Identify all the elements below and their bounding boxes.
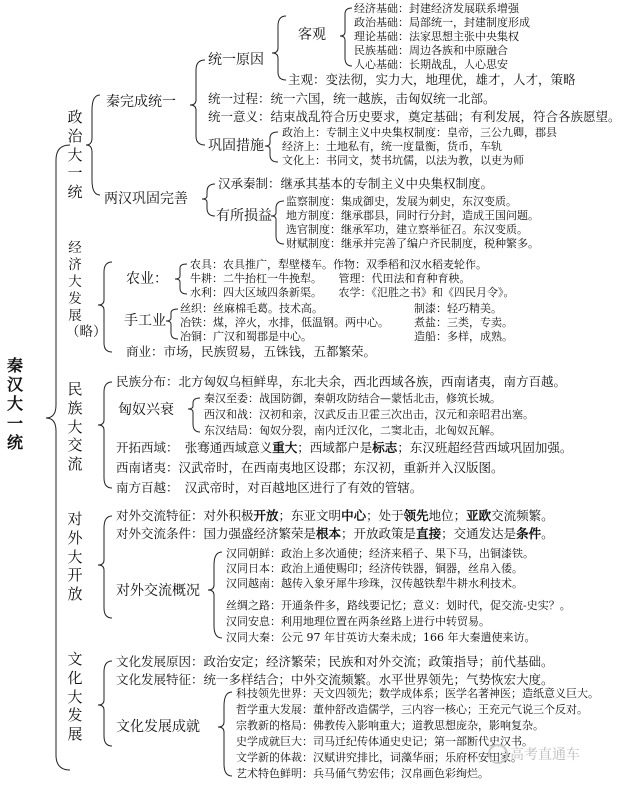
objective-label: 客观 (298, 27, 326, 43)
section-culture-title: 文化大发展 (67, 650, 83, 743)
qin-unification-label: 秦完成统一 (106, 94, 176, 110)
foreign-overview-label: 对外交流概况 (116, 583, 200, 599)
han-inherit-line: 汉承秦制：继承其基本的专制主义中央集权制度。 (218, 176, 494, 191)
unification-cause-label: 统一原因 (208, 52, 264, 68)
gain-loss-item: 监察制度：集成御史，发展为刺史，东汉变质。 (286, 195, 517, 208)
gain-loss-item: 地方制度：继承郡县，同时行分封，造成王国问题。 (286, 209, 539, 222)
section-ethnic-title: 民族大交流 (67, 380, 83, 473)
watermark-icon (488, 744, 508, 764)
foreign-item: 汉同越南：越传入象牙犀牛珍珠，汉传越铁犁牛耕水利技术。 (226, 577, 523, 590)
handicraft-item: 丝织：丝麻棉毛葛。技术高。 (180, 302, 323, 315)
commerce-line: 商业：市场，民族贸易，五铢钱，五都繁荣。 (126, 344, 377, 359)
south-yue-line: 南方百越： 汉武帝时，对百越地区进行了有效的管辖。 (116, 480, 423, 495)
measure-item: 经济上：土地私有，统一度量衡，货币，车轨 (282, 140, 502, 153)
section-economy-title: 经济大发展（略） (66, 240, 107, 341)
xiongnu-item: 西汉和战：汉初和亲，汉武反击卫霍三次出击，汉元和亲昭君出塞。 (204, 408, 534, 421)
foreign-item: 汉同日本：政治上通使赐印；经济传铁器，铜器，丝帛入倭。 (226, 562, 523, 575)
culture-reason-line: 文化发展原因：政治安定；经济繁荣；民族和对外交流；政策指导；前代基础。 (116, 654, 554, 669)
foreign-item: 汉同朝鲜：政治上多次通使；经济来稻子、果下马，出铜漆铁。 (226, 547, 534, 560)
culture-item: 文学新的体裁：汉赋讲究排比，词藻华丽；乐府杯安田家。 (236, 751, 522, 764)
agriculture-label: 农业： (126, 271, 168, 287)
handicraft-item: 冶铁：煤，淬火，水排，低温钢。两中心。 (180, 316, 389, 329)
agriculture-item: 农具：农具推广，犁壁楼车。作物：双季稻和汉水稻麦轮作。 (190, 258, 487, 271)
culture-item: 艺术特色鲜明：兵马俑气势宏伟；汉帛画色彩绚烂。 (236, 767, 489, 780)
handicraft-item: 造船：多样，成熟。 (414, 330, 513, 343)
culture-item: 科技领先世界：天文四领先；数学成体系；医学名著神医；造纸意义巨大。 (236, 687, 599, 700)
section-politics-title: 政治大一统 (67, 108, 83, 201)
ethnic-distribution-line: 民族分布：北方匈奴乌桓鲜卑，东北夫余，西北西域各族，西南诸夷，南方百越。 (116, 374, 567, 389)
gain-loss-label: 有所损益 (216, 208, 272, 224)
objective-item: 民族基础：周边各族和中原融合 (354, 44, 508, 57)
western-regions-line: 开拓西域： 张骞通西域意义重大；西域都户是标志；东汉班超经营西域巩固加强。 (116, 440, 573, 455)
subjective-line: 主观：变法彻，实力大，地理优，雄才，人才，策略 (288, 72, 576, 87)
objective-item: 理论基础：法家思想主张中央集权 (354, 30, 519, 43)
objective-item: 经济基础：封建经济发展联系增强 (354, 2, 519, 15)
culture-feature-line: 文化发展特征：统一多样结合；中外交流频繁。水平世界领先；气势恢宏大度。 (116, 672, 554, 687)
handicraft-item: 制漆：轻巧精美。 (414, 302, 502, 315)
section-foreign-title: 对外大开放 (67, 510, 83, 603)
root-title: 秦汉大一统 (6, 356, 23, 452)
handicraft-item: 冶铜：广汉和蜀郡是中心。 (180, 330, 312, 343)
culture-item: 宗教新的格局：佛教传入影响重大；道教思想庞杂，影响复杂。 (236, 719, 544, 732)
gain-loss-item: 选官制度：继承军功，建立察举征召。东汉变质。 (286, 223, 528, 236)
culture-achievement-label: 文化发展成就 (116, 719, 200, 735)
xiongnu-item: 秦汉至委：战国防御，秦朝攻防结合—蒙恬北击，修筑长城。 (204, 392, 501, 405)
culture-item: 哲学重大发展：董仲舒改造儒学，三内容一核心；王充元气说三个反对。 (236, 703, 588, 716)
han-consolidation-label: 两汉巩固完善 (104, 191, 188, 207)
handicraft-label: 手工业 (124, 313, 166, 329)
measure-item: 文化上：书同文，焚书坑儒，以法为教，以吏为师 (282, 154, 524, 167)
handicraft-item: 煮盐：三类，专卖。 (414, 316, 513, 329)
unification-process-line: 统一过程：统一六国，统一越族，击匈奴统一北部。 (208, 91, 496, 106)
foreign-item: 汉同大秦：公元 97 年甘英访大秦未成；166 年大秦遣使来访。 (226, 631, 536, 644)
measure-item: 政治上：专制主义中央集权制度：皇帝，三公九卿，郡县 (282, 126, 557, 139)
watermark-text: 高考直通车 (510, 747, 580, 763)
objective-item: 人心基础：长期战乱，人心思安 (354, 58, 508, 71)
unification-meaning-line: 统一意义：结束战乱符合历史要求，奠定基础；有利发展，符合各族愿望。 (208, 109, 621, 124)
foreign-item: 丝绸之路：开通条件多，路线要记忆；意义：划时代，促交流-史实？。 (226, 599, 571, 612)
agriculture-item: 水利：四大区域四条新渠。 农学：《氾胜之书》和《四民月令》。 (190, 286, 515, 299)
xiongnu-label: 匈奴兴衰 (118, 402, 174, 418)
xiongnu-item: 东汉结局：匈奴分裂，南内迁汉化，二窦北击，北匈奴瓦解。 (204, 424, 501, 437)
gain-loss-item: 财赋制度：继承并完善了编户齐民制度，税种繁多。 (286, 237, 539, 250)
objective-item: 政治基础：局部统一，封建制度形成 (354, 16, 530, 29)
southwest-line: 西南诸夷：汉武帝时，在西南夷地区设郡；东汉初，重新并入汉版图。 (116, 460, 504, 475)
consolidation-measures-label: 巩固措施 (208, 138, 264, 154)
foreign-feature-line: 对外交流特征：对外积极开放；东亚文明中心；处于领先地位；亚欧交流频繁。 (116, 508, 554, 523)
culture-item: 史学成就巨大：司马迁纪传体通史史记；第一部断代史汉书。 (236, 735, 533, 748)
foreign-condition-line: 对外交流条件：国力强盛经济繁荣是根本；开放政策是直接；交通发达是条件。 (116, 526, 554, 541)
agriculture-item: 牛耕：二牛抬杠一牛挽犁。 管理：代田法和育种育秧。 (190, 272, 471, 285)
foreign-item: 汉同安息：利用地理位置在两条丝路上进行中转贸易。 (226, 615, 490, 628)
